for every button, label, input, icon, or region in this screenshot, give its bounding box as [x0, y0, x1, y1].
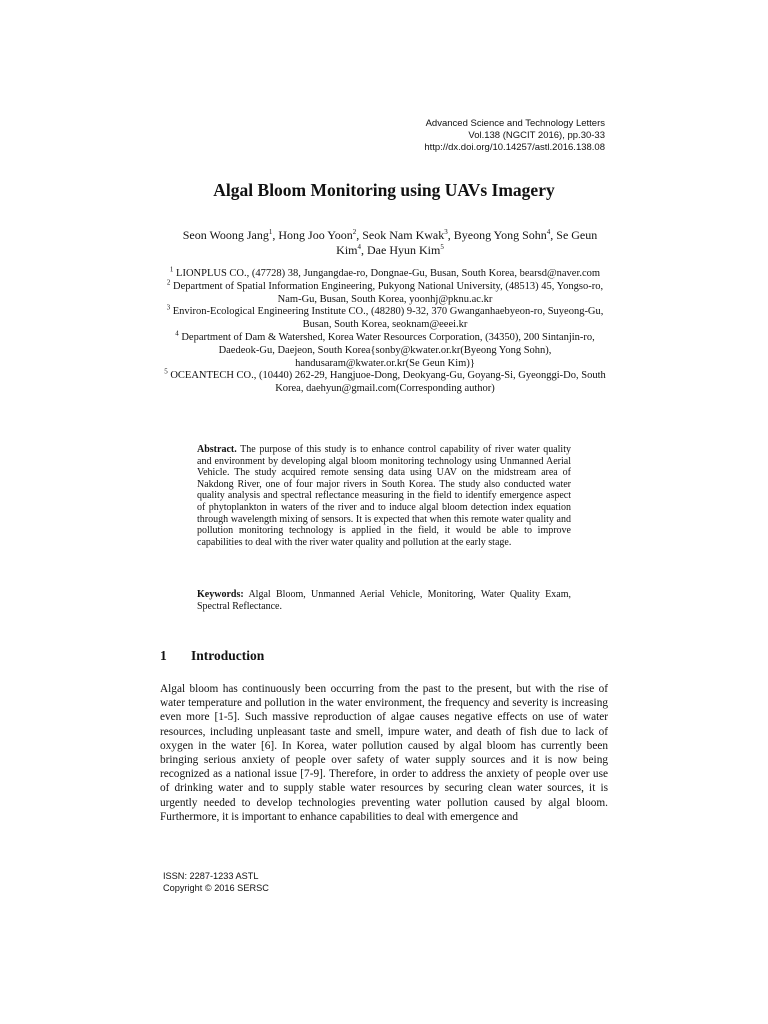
affiliation: $^5$ OCEANTECH CO., (10440) 262-29, Hangjuoe-Dong, Deokyang-Gu, Goyang-Si, Gyeonggi-Do, South Korea, daehyun@gmail.com(Corresponding author)	[164, 367, 606, 395]
author: Hong Joo Yoon$^2$,	[278, 228, 363, 242]
affiliation-list	[155, 265, 615, 396]
abstract-label: Abstract.	[197, 444, 237, 455]
affiliation: $^2$ Department of Spatial Information Engineering, Pukyong National University, (48513) 45, Yongso-ro, Nam-Gu, Busan, South Korea, yoonhj@pknu.ac.kr	[166, 278, 604, 305]
author: Seon Woong Jang$^1$,	[182, 228, 279, 242]
affiliation: $^3$ Environ-Ecological Engineering Institute CO., (48280) 9-32, 370 Gwanganhaebyeon-ro, Suyeong-Gu, Busan, South Korea, seoknam@eeei.kr	[166, 303, 604, 331]
section-heading	[160, 648, 264, 664]
copyright: Copyright © 2016 SERSC	[163, 882, 269, 893]
keywords-text: Algal Bloom, Unmanned Aerial Vehicle, Monitoring, Water Quality Exam, Spectral Reflectance.	[197, 589, 571, 612]
running-header	[424, 118, 605, 154]
volume-info: Vol.138 (NGCIT 2016), pp.30-33	[468, 130, 605, 141]
page-footer	[163, 871, 269, 894]
section-title: Introduction	[191, 648, 265, 663]
author-list	[170, 228, 610, 258]
doi-link[interactable]: http://dx.doi.org/10.14257/astl.2016.138.08	[424, 142, 605, 153]
section-number: 1	[160, 648, 167, 663]
author: Byeong Yong Sohn$^4$,	[453, 228, 557, 242]
affiliation: $^1$ LIONPLUS CO., (47728) 38, Jungangdae-ro, Dongnae-Gu, Busan, South Korea, bearsd@naver.com	[169, 265, 601, 279]
paper-title: Algal Bloom Monitoring using UAVs Imagery	[213, 180, 555, 200]
issn: ISSN: 2287-1233 ASTL	[163, 871, 259, 881]
journal-name: Advanced Science and Technology Letters	[425, 118, 605, 129]
abstract	[197, 444, 571, 548]
author: Dae Hyun Kim$^5$	[367, 243, 444, 257]
author: Se Geun Kim$^4$,	[336, 228, 598, 257]
author: Seok Nam Kwak$^3$,	[362, 228, 454, 242]
abstract-text: The purpose of this study is to enhance control capability of river water quality and environment by developing algal bloom monitoring technology using Unmanned Aerial Vehicle. The study acquired remote sensing data using UAV on the midstream area of Nakdong River, one of four major rivers in South Korea. The study also conducted water quality analysis and spectral reflectance measuring in the field to identify emergence aspect of phytoplankton in waters of the river and to induce algal bloom detection index equation through wavelength mixing of sensors. It is expected that when this remote water quality and pollution monitoring technology is applied in the field, it would be able to improve capabilities to deal with the river water quality and pollution at the early stage.	[197, 444, 571, 548]
affiliation: $^4$ Department of Dam & Watershed, Korea Water Resources Corporation, (34350), 200 Sintanjin-ro, Daedeok-Gu, Daejeon, South Korea{sonby@kwater.or.kr(Byeong Yong Sohn), handusaram@kwater.or.kr(Se Geun Kim)}	[175, 329, 595, 369]
keywords	[197, 589, 571, 613]
intro-paragraph: Algal bloom has continuously been occurring from the past to the present, but with the rise of water temperature and pollution in the water environment, the frequency and severity is increasing even more [1-5]. Such massive reproduction of algae causes negative effects on use of water resources, including unpleasant taste and smell, impure water, and death of fish due to lack of oxygen in the water [6]. In Korea, water pollution caused by algal bloom has currently been bringing serious anxiety of people over safety of water supply sources and it is now being recognized as a national issue [7-9]. Therefore, in order to address the anxiety of people over use of drinking water and to supply stable water resources by securing clean water sources, it is urgently needed to develop technologies preventing water pollution caused by algal bloom. Furthermore, it is important to enhance capabilities to deal with emergence and	[160, 683, 608, 823]
keywords-label: Keywords:	[197, 589, 244, 600]
